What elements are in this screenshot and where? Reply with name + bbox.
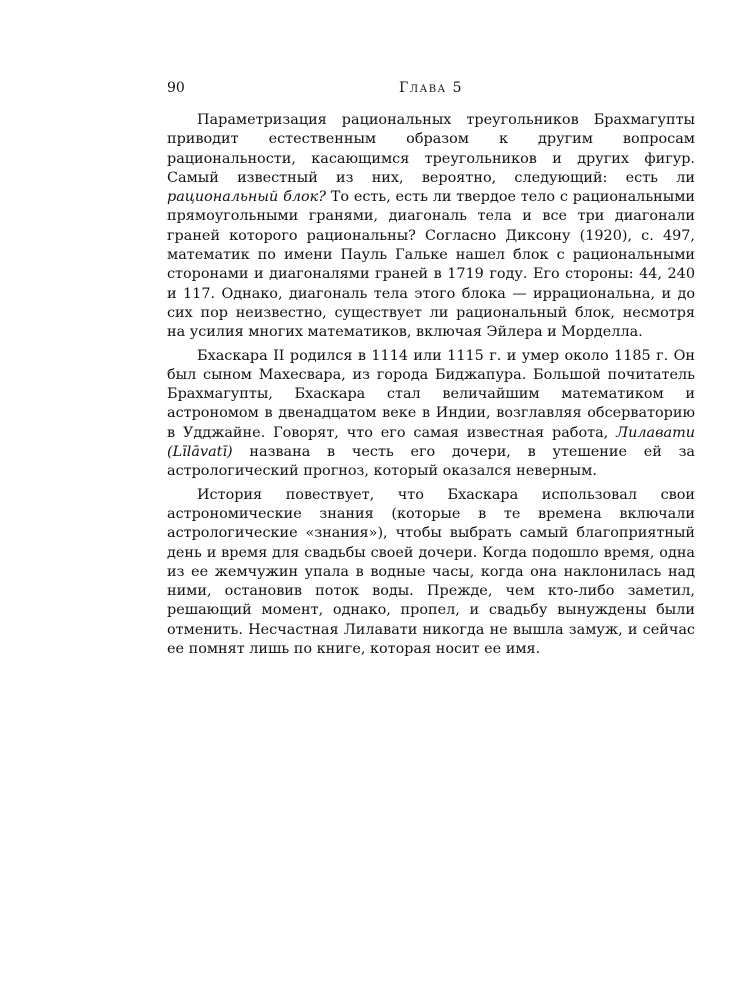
page-number: 90: [167, 80, 185, 96]
paragraph-text: Бхаскара II родился в 1114 или 1115 г. и умер около 1185 г. Он был сыном Махесвара, из города Биджапура. Большой почитатель Брахмагупты, Бхаскара стал величайшим математиком и астрономом в двенадцатом веке в Индии, возглавляя обсерваторию в Удджайне. Говорят, что его самая известная работа,: [167, 347, 695, 441]
paragraph-text: названа в честь его дочери, в утешение ей за астрологический прогноз, который оказался неверным.: [167, 444, 695, 480]
paragraph-brahmagupta-rational-block: [167, 111, 695, 343]
italic-title-lilavati: Лилавати (Līlāvatī): [167, 424, 695, 461]
paragraph-lilavati-story: [167, 486, 695, 660]
paragraph-text: История повествует, что Бхаскара использовал свои астрономические знания (которые в те времена включали астрологические «знания»), чтобы выбрать самый благоприятный день и время для свадьбы своей дочери. Когда подошло время, одна из ее жемчужин упала в водные часы, когда она наклонилась над ними, остановив поток воды. Прежде, чем кто-либо заметил, решающий момент, однако, пропел, и свадьбу вынуждены были отменить. Несчастная Лилавати никогда не вышла замуж, и сейчас ее помнят лишь по книге, которая носит ее имя.: [167, 486, 695, 658]
page-header: [167, 78, 695, 100]
paragraph-bhaskara-biography: [167, 347, 695, 482]
paragraph-text: То есть, есть ли твердое тело с рациональными прямоугольными гранями, диагональ тела и все три диагонали граней которого рациональны? Согласно Диксону (1920), с. 497, математик по имени Пауль Гальке нашел блок с рациональными сторонами и диагоналями граней в 1719 году. Его стороны: 44, 240 и 117. Однако, диагональ тела этого блока — иррациональна, и до сих пор неизвестно, существует ли рациональный блок, несмотря на усилия многих математиков, включая Эйлера и Морделла.: [167, 189, 695, 341]
body-text: [167, 111, 695, 659]
paragraph-text: Параметризация рациональных треугольников Брахмагупты приводит естественным образом к другим вопросам рациональности, касающимся треугольников и других фигур. Самый известный из них, вероятно, следующий: есть ли: [167, 112, 695, 186]
chapter-title: Глава 5: [399, 80, 463, 96]
italic-term-rational-block: рациональный блок?: [167, 189, 326, 206]
